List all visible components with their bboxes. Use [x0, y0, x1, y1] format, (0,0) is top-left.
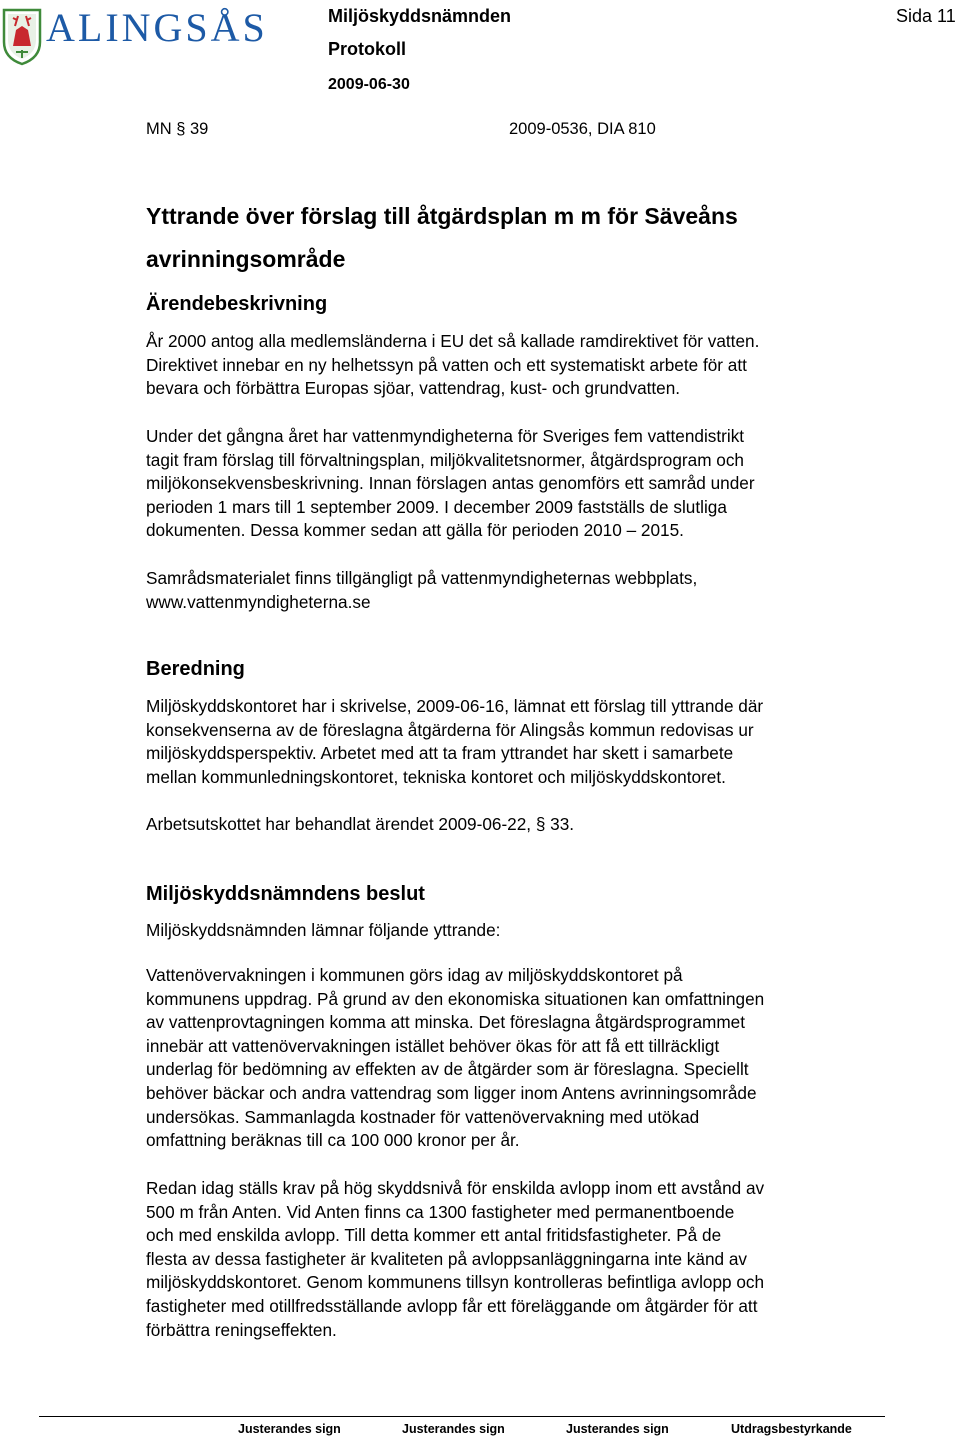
paragraph-reference: MN § 39: [146, 120, 209, 138]
section-heading-arendebeskrivning: Ärendebeskrivning: [146, 293, 328, 315]
case-number: 2009-0536, DIA 810: [509, 120, 656, 138]
paragraph: Under det gångna året har vattenmyndigheterna för Sveriges fem vattendistrikt tagit fram förslag till förvaltningsplan, miljökvalitetsnormer, åtgärdsprogram och miljökonsekvensbeskrivning. Innan förslagen antas genomförs ett samråd under perioden 1 mars till 1 september 2009. I december 2009 fastställs de slutliga dokumenten. Dessa kommer sedan att gälla för perioden 2010 – 2015.: [146, 426, 755, 541]
municipality-logo: [0, 4, 268, 68]
paragraph: Miljöskyddsnämnden lämnar följande yttrande:: [146, 920, 501, 940]
section-heading-beredning: Beredning: [146, 658, 245, 680]
section-heading-beslut: Miljöskyddsnämndens beslut: [146, 883, 425, 905]
paragraph: Redan idag ställs krav på hög skyddsnivå för enskilda avlopp inom ett avstånd av 500 m från Anten. Vid Anten finns ca 1300 fastigheter med permanentboende och med enskilda avlopp. Till detta kommer ett antal fritidsfastigheter. På de flesta av dessa fastigheter är kvaliteten på avloppsanläggningarna inte känd av miljöskyddskontoret. Genom kommunens tillsyn kontrolleras befintliga avlopp och fastigheter med otillfredsställande avlopp får ett föreläggande om åtgärder för att förbättra reningseffekten.: [146, 1178, 765, 1340]
signature-field: Justerandes sign: [238, 1422, 341, 1436]
coat-of-arms-icon: [2, 6, 42, 66]
document-type: Protokoll: [328, 39, 407, 59]
page-title: Yttrande över förslag till åtgärdsplan m m för Säveåns avrinningsområde: [146, 203, 738, 272]
logo-wordmark: ALINGSÅS: [46, 5, 268, 50]
paragraph: Samrådsmaterialet finns tillgängligt på vattenmyndigheternas webbplats, www.vattenmyndigheterna.se: [146, 568, 698, 612]
signature-field: Justerandes sign: [566, 1422, 669, 1436]
extract-certification-field: Utdragsbestyrkande: [731, 1422, 852, 1436]
paragraph: Miljöskyddskontoret har i skrivelse, 2009-06-16, lämnat ett förslag till yttrande där konsekvenserna av de föreslagna åtgärderna för Alingsås kommun redovisas ur miljöskyddsperspektiv. Arbetet med att ta fram yttrandet har skett i samarbete mellan kommunledningskontoret, tekniska kontoret och miljöskyddskontoret.: [146, 696, 764, 787]
paragraph: Arbetsutskottet har behandlat ärendet 2009-06-22, § 33.: [146, 814, 575, 834]
footer-divider: [39, 1416, 885, 1417]
paragraph: Vattenövervakningen i kommunen görs idag av miljöskyddskontoret på kommunens uppdrag. På grund av den ekonomiska situationen kan omfattningen av vattenprovtagningen komma att minska. Det föreslagna åtgärdsprogrammet innebär att vattenövervakningen istället behöver ökas för att få ett tillräckligt underlag för bedömning av effekten av de åtgärder som är föreslagna. Speciellt behöver bäckar och andra vattendrag som ligger inom Antens avrinningsområde undersökas. Sammanlagda kostnader för vattenövervakning med utökad omfattning beräknas till ca 100 000 kronor per år.: [146, 965, 765, 1151]
page-number: Sida 11: [896, 6, 956, 26]
meeting-date: 2009-06-30: [328, 76, 410, 93]
committee-name: Miljöskyddsnämnden: [328, 6, 512, 26]
signature-field: Justerandes sign: [402, 1422, 505, 1436]
paragraph: År 2000 antog alla medlemsländerna i EU det så kallade ramdirektivet för vatten. Direktivet innebar en ny helhetssyn på vatten och ett systematiskt arbete för att bevara och förbättra Europas sjöar, vattendrag, kust- och grundvatten.: [146, 331, 760, 399]
